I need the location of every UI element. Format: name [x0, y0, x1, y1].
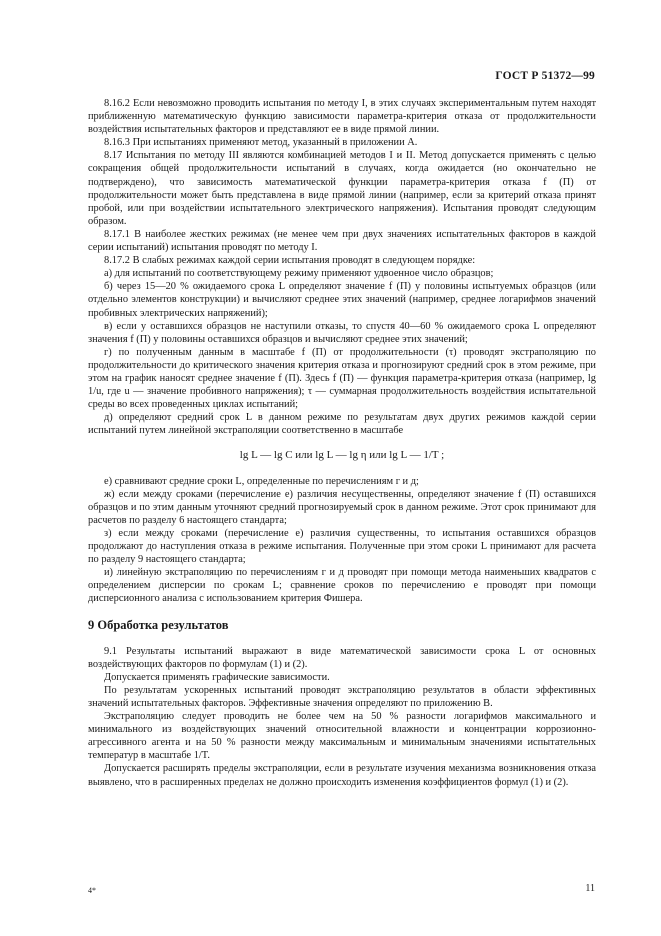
list-item-d: д) определяют средний срок L в данном режиме по результатам двух других режимов каждой серии испытаний путем линейной экстраполяции соответственно в масштабе — [88, 412, 596, 437]
list-item-a: а) для испытаний по соответствующему режиму применяют удвоенное число образцов; — [104, 268, 494, 280]
page-number: 11 — [585, 883, 595, 894]
paragraph-9-1: 9.1 Результаты испытаний выражают в виде математической зависимости срока L от основных воздействующих факторов по формулам (1) и (2). — [88, 645, 596, 670]
paragraph-9-1-limits: Экстраполяцию следует проводить не более чем на 50 % разности логарифмов максимального и минимального из воздействующих значений относительной влажности и концентрации коррозионно-агрессивного агента и на 50 % разности между максимальным и минимальным значениями испытательных температур в масштабе 1/T. — [88, 711, 596, 762]
footer-mark: 4* — [88, 886, 96, 895]
paragraph-8-17: 8.17 Испытания по методу III являются комбинацией методов I и II. Метод допускается применять с целью сокращения общей продолжительности испытаний в случаях, когда ожидается (но окончательно не подтверждено), что зависимость математической функции параметра-критерия отказа f (П) от продолжительности может быть представлена в виде прямой линии (например, если за критерий отказа принят пробой, или при воздействии испытательного электрического напряжения). Испытания проводят следующим образом. — [88, 150, 596, 227]
list-item-zh: ж) если между сроками (перечисление е) различия несущественны, определяют значение f (П) оставшихся образцов и по этим данным уточняют средний прогнозируемый срок в данном режиме. Этот срок принимают для расчетов по разделу 6 настоящего стандарта; — [88, 488, 596, 526]
paragraph-9-1-graphic: Допускается применять графические зависимости. — [104, 671, 330, 683]
list-item-g: г) по полученным данным в масштабе f (П) от продолжительности (τ) проводят экстраполяцию по продолжительности до критического значения критерия отказа и прогнозируют средний срок в этом режиме, при этом на график наносят среднее значение f (П). Здесь f (П) — функция параметра-критерия отказа (например, lg 1/u, где u — значение пробивного напряжения); τ — суммарная продолжительность воздействия испытательной среды во всех проведенных циклах испытаний; — [88, 346, 596, 411]
document-header: ГОСТ Р 51372—99 — [495, 70, 595, 82]
list-item-e: е) сравнивают средние сроки L, определенные по перечислениям г и д; — [104, 475, 419, 487]
paragraph-9-1-extension: Допускается расширять пределы экстраполяции, если в результате изучения механизма возникновения отказа выявлено, что в расширенных пределах не должно происходить изменения коэффициентов формул (1) и (2). — [88, 763, 596, 788]
paragraph-8-16-2: 8.16.2 Если невозможно проводить испытания по методу I, в этих случаях экспериментальным путем находят приближенную математическую функцию зависимости параметра-критерия отказа от продолжительности воздействия испытательных факторов и представляют ее в виде прямой линии. — [88, 98, 596, 136]
section-9-title: 9 Обработка результатов — [88, 618, 229, 633]
list-item-b: б) через 15—20 % ожидаемого срока L определяют значение f (П) у половины испытуемых образцов (или отдельно элементов конструкции) и вычисляют среднее этих значений (например, среднее логарифмов значений пробивных электрических напряжений); — [88, 281, 596, 319]
formula: lg L — lg C или lg L — lg η или lg L — 1/T ; — [239, 449, 445, 462]
paragraph-8-16-3: 8.16.3 При испытаниях применяют метод, указанный в приложении А. — [104, 137, 418, 149]
paragraph-9-1-extrapolation: По результатам ускоренных испытаний проводят экстраполяцию результатов в области эффективных значений испытательных факторов. Эффективные значения определяют по приложению В. — [88, 684, 596, 709]
paragraph-8-17-2: 8.17.2 В слабых режимах каждой серии испытания проводят в следующем порядке: — [104, 255, 476, 267]
list-item-z: з) если между сроками (перечисление е) различия существенны, то испытания оставшихся образцов продолжают до наступления отказа в режиме испытания. Полученные при этом сроки L принимают для расчета по разделу 9 настоящего стандарта; — [88, 527, 596, 566]
list-item-i: и) линейную экстраполяцию по перечислениям г и д проводят при помощи метода наименьших квадратов с определением дисперсии по срокам L; сравнение сроков по перечислению е проводят при помощи дисперсионного анализа с использованием критерия Фишера. — [88, 567, 596, 605]
document-body — [88, 97, 596, 789]
paragraph-8-17-1: 8.17.1 В наиболее жестких режимах (не менее чем при двух значениях испытательных факторов в каждой серии испытаний) испытания проводят по методу I. — [88, 228, 596, 254]
list-item-v: в) если у оставшихся образцов не наступили отказы, то спустя 40—60 % ожидаемого срока L определяют значения f (П) у половины оставшихся образцов и вычисляют среднее этих значений; — [88, 320, 596, 345]
